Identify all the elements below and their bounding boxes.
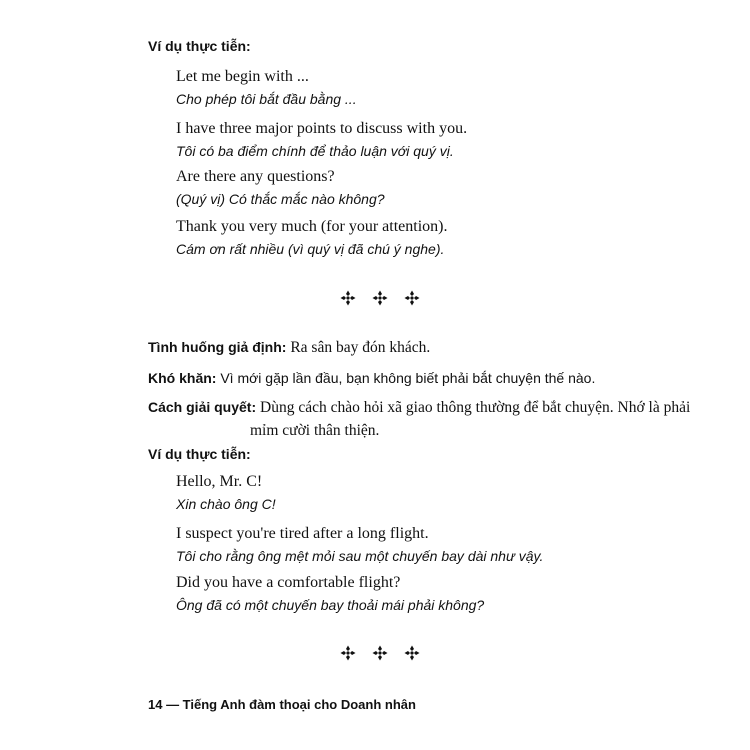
difficulty-label: Khó khăn: — [148, 370, 217, 386]
difficulty-row — [148, 367, 608, 389]
situation-row — [148, 336, 608, 359]
ornament-icon — [404, 645, 420, 661]
section-divider-ornament — [340, 290, 420, 306]
phrase-english: Did you have a comfortable flight? — [176, 574, 401, 591]
section2-heading: Ví dụ thực tiễn: — [148, 446, 251, 462]
phrase-english: I suspect you're tired after a long flight. — [176, 525, 429, 542]
phrase-vietnamese: Tôi có ba điểm chính để thảo luận với quý vị. — [176, 143, 454, 159]
phrase-english: Hello, Mr. C! — [176, 473, 263, 490]
phrase-english: Are there any questions? — [176, 168, 335, 185]
situation-text: Ra sân bay đón khách. — [290, 339, 431, 356]
solution-row — [148, 396, 710, 442]
ornament-icon — [404, 290, 420, 306]
page-footer: 14 — Tiếng Anh đàm thoại cho Doanh nhân — [148, 697, 416, 712]
phrase-vietnamese: Cám ơn rất nhiều (vì quý vị đã chú ý nghe). — [176, 241, 445, 257]
ornament-icon — [372, 290, 388, 306]
ornament-icon — [372, 645, 388, 661]
solution-label: Cách giải quyết: — [148, 399, 257, 415]
section-divider-ornament — [340, 645, 420, 661]
situation-label: Tình huống giả định: — [148, 339, 287, 355]
ornament-icon — [340, 645, 356, 661]
phrase-vietnamese: Cho phép tôi bắt đầu bằng ... — [176, 91, 357, 107]
phrase-english: Let me begin with ... — [176, 68, 309, 85]
phrase-english: I have three major points to discuss with you. — [176, 120, 468, 137]
section1-heading: Ví dụ thực tiễn: — [148, 38, 251, 54]
phrase-vietnamese: Xin chào ông C! — [176, 496, 276, 512]
solution-text: Dùng cách chào hỏi xã giao thông thường để bắt chuyện. Nhớ là phải mỉm cười thân thiện. — [250, 399, 691, 439]
ornament-icon — [340, 290, 356, 306]
phrase-english: Thank you very much (for your attention). — [176, 218, 448, 235]
phrase-vietnamese: Tôi cho rằng ông mệt mỏi sau một chuyến bay dài như vậy. — [176, 548, 544, 564]
difficulty-text: Vì mới gặp lần đầu, bạn không biết phải bắt chuyện thế nào. — [220, 370, 596, 386]
phrase-vietnamese: (Quý vị) Có thắc mắc nào không? — [176, 191, 385, 207]
phrase-vietnamese: Ông đã có một chuyến bay thoải mái phải không? — [176, 597, 485, 613]
